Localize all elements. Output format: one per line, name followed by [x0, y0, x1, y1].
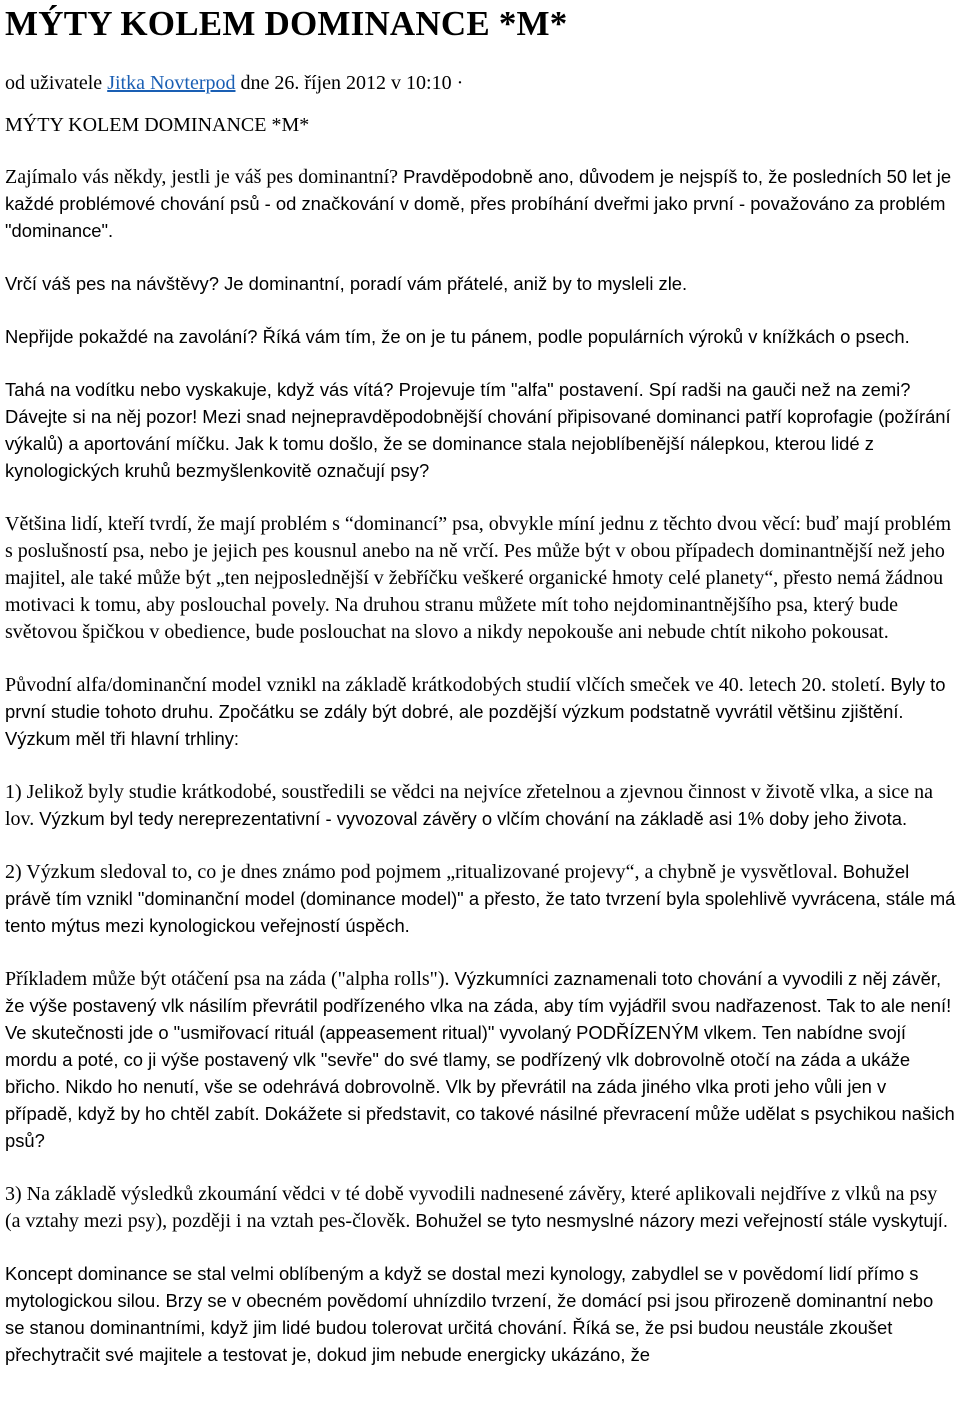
paragraph-9 — [5, 966, 957, 1155]
paragraph-6-part-a: Původní alfa/dominanční model vznikl na základě krátkodobých studií vlčích smeček ve 40. letech 20. století. — [5, 674, 891, 696]
paragraph-5 — [5, 511, 957, 646]
meta-prefix: od uživatele — [5, 72, 108, 94]
paragraph-10-part-a: 3) Na základě výsledků zkoumání vědci v té době vyvodili nadnesené závěry, které aplikovali nejdříve z vlků na psy (a vztahy mezi psy), později i na vztah pes-člověk. — [5, 1183, 938, 1232]
paragraph-4-part-b: Jak k tomu došlo, že se dominance stala nejoblíbenější nálepkou, kterou lidé z kynologických kruhů bezmyšlenkovitě označují psy? — [5, 433, 874, 481]
article-meta — [5, 70, 957, 96]
paragraph-9-part-a: Příkladem může být otáčení psa na záda ("alpha rolls"). — [5, 968, 455, 990]
paragraph-3-part-b: Říká vám tím, že on je tu pánem, podle populárních výroků v knížkách o psech. — [262, 326, 910, 347]
paragraph-1 — [5, 164, 957, 245]
paragraph-7-part-b: Výzkum byl tedy nereprezentativní - vyvozoval závěry o vlčím chování na základě asi 1% doby jeho života. — [39, 808, 908, 829]
article — [5, 0, 957, 1369]
paragraph-10-part-b: Bohužel se tyto nesmyslné názory mezi veřejností stále vyskytují. — [415, 1210, 948, 1231]
paragraph-2 — [5, 271, 957, 298]
paragraph-10 — [5, 1181, 957, 1235]
paragraph-8-part-b: Bohužel právě tím vznikl "dominanční model (dominance model)" a přesto, že tato tvrzení byla spolehlivě vyvrácena, stále má tento mýtus mezi kynologickou veřejností úspěch. — [5, 861, 956, 936]
paragraph-1-part-b: Pravděpodobně ano, důvodem je nejspíš to, že posledních 50 let je každé problémové chování psů - od značkování v domě, přes probíhání dveřmi jako první - považováno za problém "dominance". — [5, 166, 952, 241]
paragraph-8-part-a: 2) Výzkum sledoval to, co je dnes známo pod pojmem „ritualizované projevy“, a chybně je vysvětloval. — [5, 861, 843, 883]
paragraph-8 — [5, 859, 957, 940]
paragraph-11 — [5, 1261, 957, 1369]
paragraph-6 — [5, 672, 957, 753]
paragraph-5-part-b: Pes může být v obou případech dominantnější než jeho majitel, ale také může být „ten nejposlednější v žebříčku veškeré organické hmoty celé planety“, přesto nemá žádnou motivaci k tomu, aby poslouchal povely. — [5, 540, 945, 616]
author-link[interactable]: Jitka Novterpod — [107, 72, 236, 94]
paragraph-2-part-b: Je dominantní, poradí vám přátelé, aniž by to mysleli zle. — [224, 273, 688, 294]
article-title: MÝTY KOLEM DOMINANCE *M* — [5, 4, 568, 43]
article-subtitle: MÝTY KOLEM DOMINANCE *M* — [5, 114, 310, 136]
paragraph-2-part-a: Vrčí váš pes na návštěvy? — [5, 273, 225, 294]
paragraph-7 — [5, 779, 957, 833]
paragraph-11-text: Koncept dominance se stal velmi oblíbeným a když se dostal mezi kynology, zabydlel se v povědomí lidí přímo s mytologickou silou. Brzy se v obecném povědomí uhnízdilo tvrzení, že domácí psi jsou přirozeně dominantní nebo se stanou dominantními, když jim lidé budou tolerovat určitá chování. Říká se, že psi budou neustále zkoušet přechytračit své majitele a testovat je, dokud jim nebude energicky ukázáno, že — [5, 1263, 934, 1365]
paragraph-3 — [5, 324, 957, 351]
paragraph-9-part-b: Výzkumníci zaznamenali toto chování a vyvodili z něj závěr, že výše postavený vlk násilím převrátil podřízeného vlka na záda, aby tím vyjádřil svou nadřazenost. Tak to ale není! Ve skutečnosti jde o "usmiřovací rituál (appeasement ritual)" vyvolaný PODŘÍZENÝM vlkem. Ten nabídne svojí mordu a poté, co ji výše postavený vlk "sevře" do své tlamy, se podřízený vlk dobrovolně otočí na záda a ukáže břicho. Nikdo ho nenutí, vše se odehrává dobrovolně. Vlk by převrátil na záda jiného vlka proti jeho vůli jen v případě, když by ho chtěl zabít. Dokážete si představit, co takové násilné převracení může udělat s psychikou našich psů? — [5, 968, 955, 1151]
paragraph-7-part-a: 1) Jelikož byly studie krátkodobé, soustředili se vědci na nejvíce zřetelnou a zjevnou činnost v životě vlka, a sice na lov. — [5, 781, 934, 830]
paragraph-4-part-a: Tahá na vodítku nebo vyskakuje, když vás vítá? Projevuje tím "alfa" postavení. Spí radši na gauči než na zemi? Dávejte si na něj pozor! Mezi snad nejnepravděpodobnější chování připisované dominanci patří koprofagie (požírání výkalů) a aportování míčku. — [5, 379, 951, 454]
paragraph-1-part-a: Zajímalo vás někdy, jestli je váš pes dominantní? — [5, 166, 404, 188]
paragraph-5-part-c: Na druhou stranu můžete mít toho nejdominantnějšího psa, který bude světovou špičkou v obedience, bude poslouchat na slovo a nikdy nepokouše ani nebude chtít nikoho pokousat. — [5, 594, 898, 643]
paragraph-5-part-a: Většina lidí, kteří tvrdí, že mají problém s “dominancí” psa, obvykle míní jednu z těchto dvou věcí: buď mají problém s poslušností psa, nebo je jejich pes kousnul anebo na ně vrčí. — [5, 513, 952, 562]
paragraph-6-part-b: Byly to první studie tohoto druhu. Zpočátku se zdály být dobré, ale pozdější výzkum podstatně vyvrátil většinu zjištění. Výzkum měl tři hlavní trhliny: — [5, 674, 946, 749]
paragraph-3-part-a: Nepřijde pokaždé na zavolání? — [5, 326, 263, 347]
paragraph-4 — [5, 377, 957, 485]
meta-date: dne 26. říjen 2012 v 10:10 · — [235, 72, 464, 94]
